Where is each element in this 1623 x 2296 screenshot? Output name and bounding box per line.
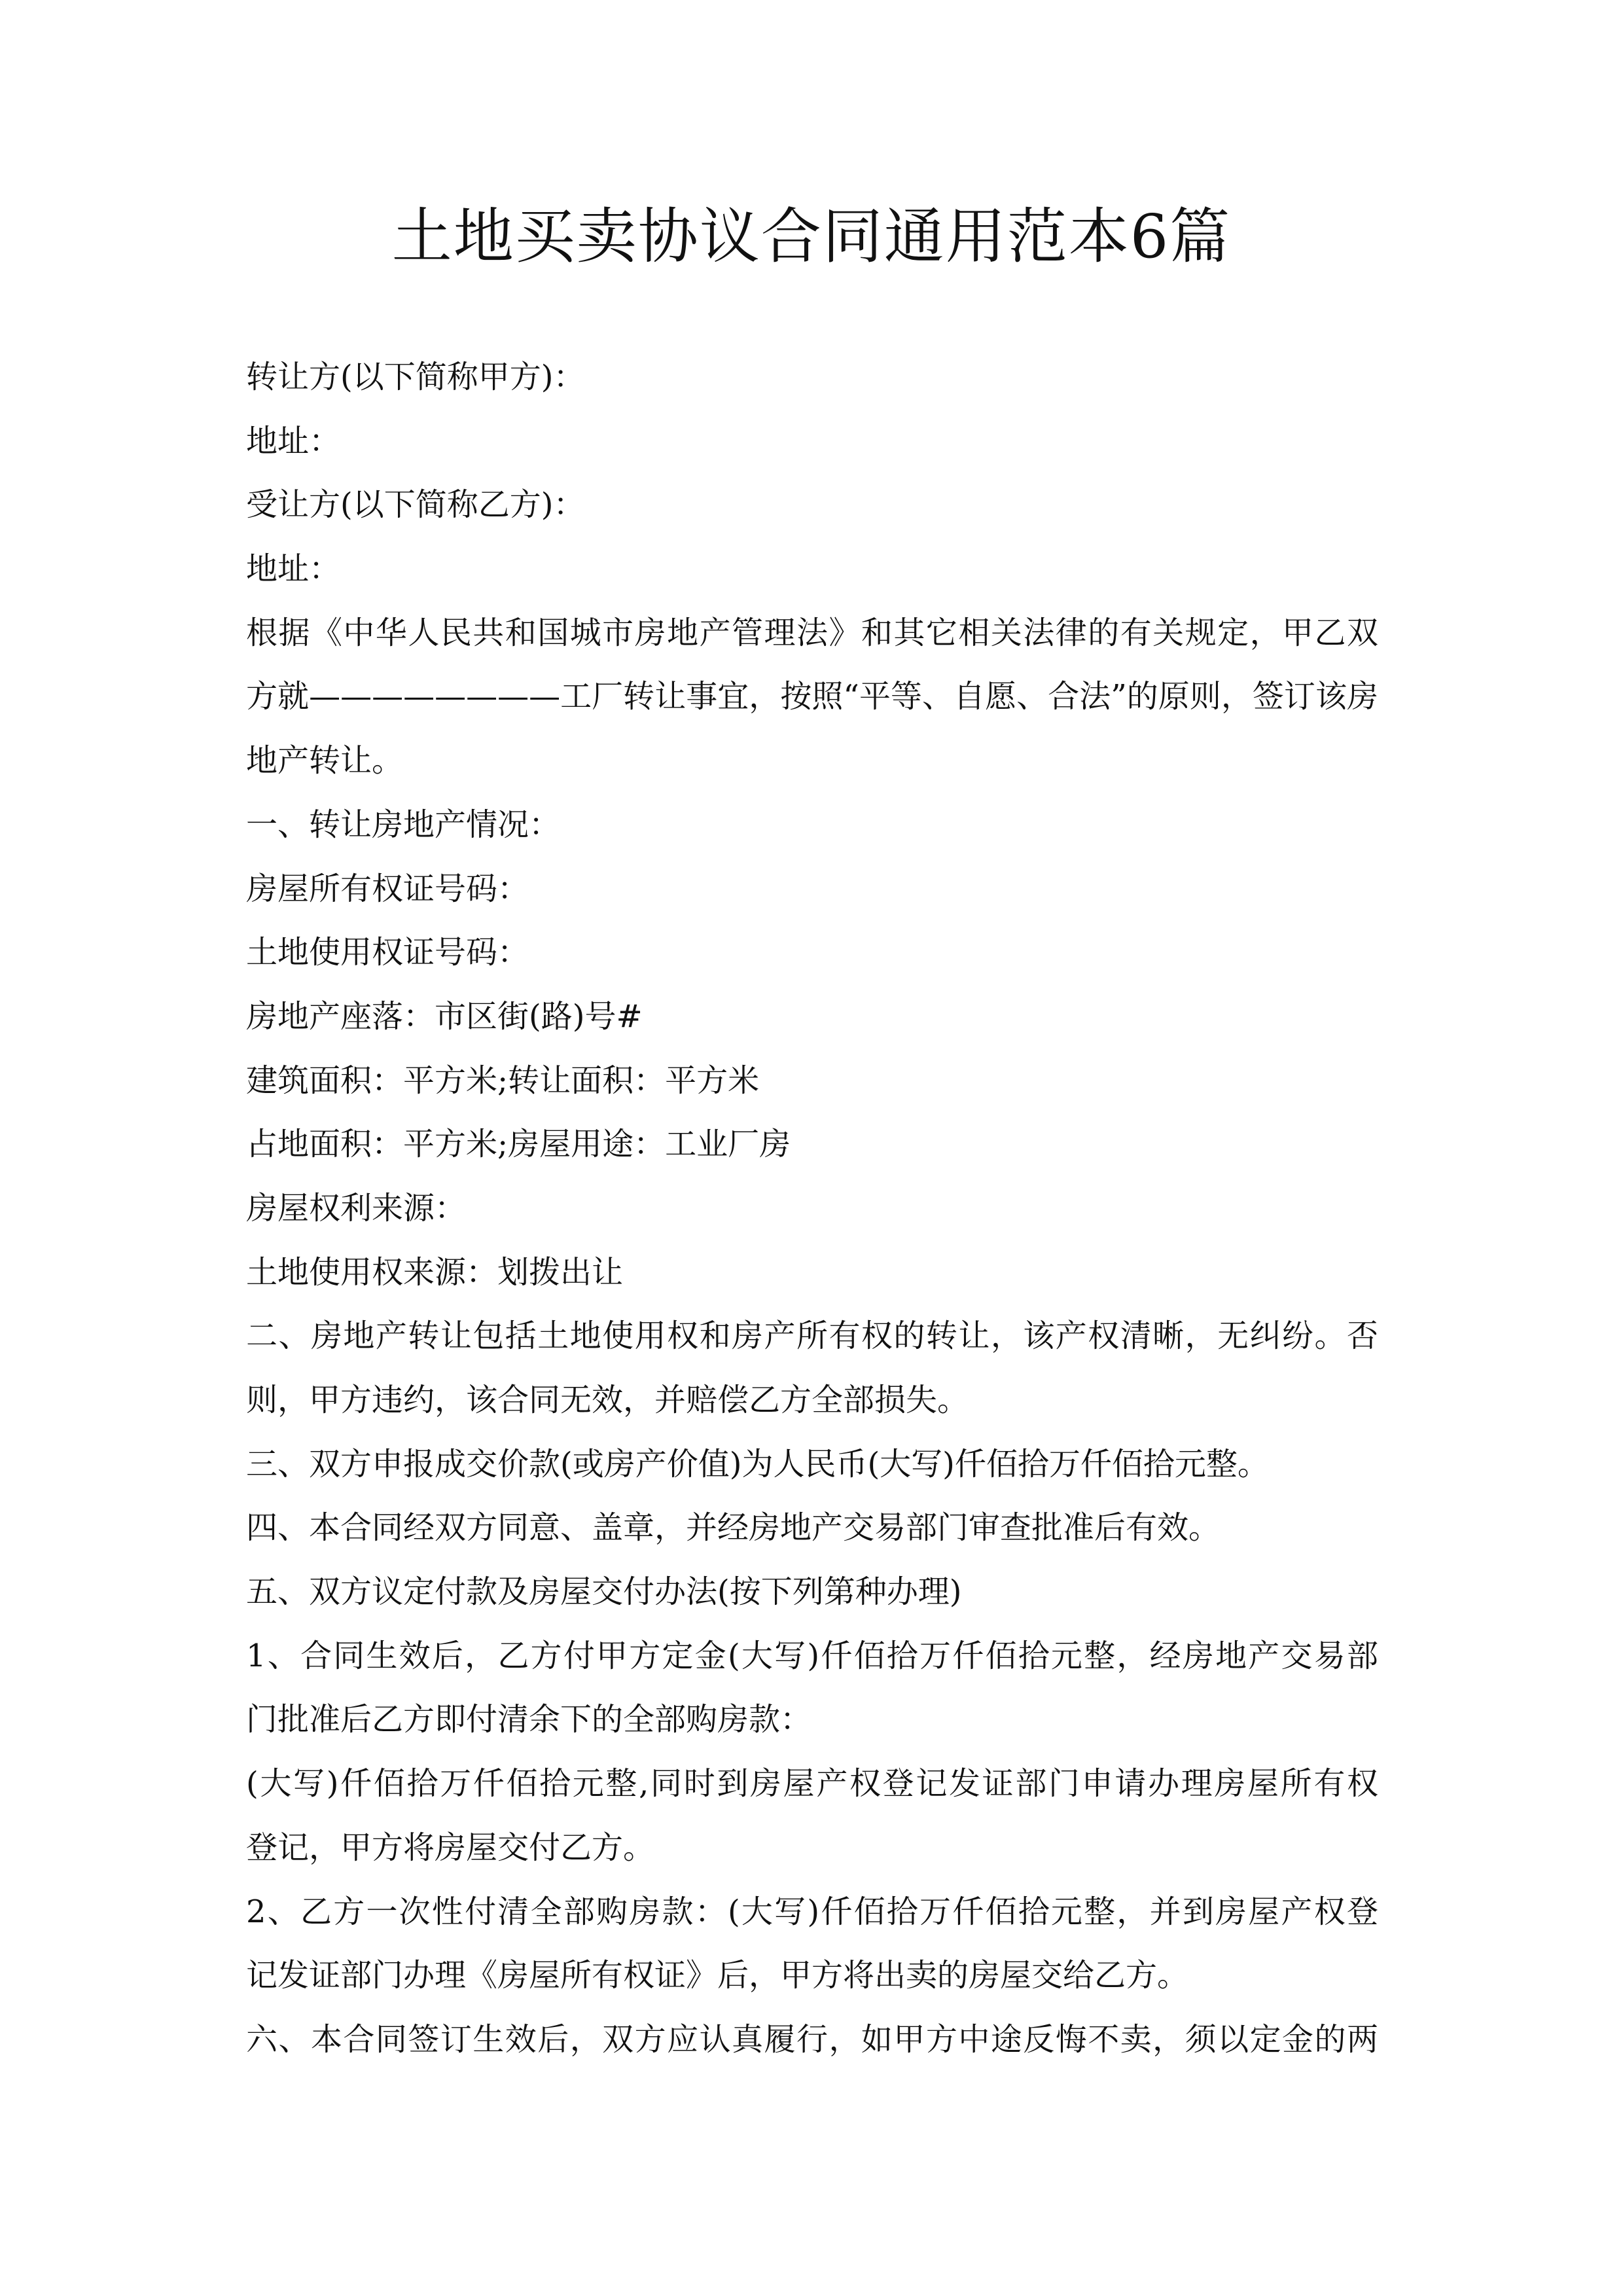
text-line: 登记，甲方将房屋交付乙方。 [246,1829,655,1866]
text-line: 1、合同生效后，乙方付甲方定金(大写)仟佰拾万仟佰拾元整，经房地产交易部 [246,1637,1378,1674]
text-line: 建筑面积：平方米;转让面积：平方米 [246,1062,760,1099]
text-line: 方就————————工厂转让事宜，按照“平等、自愿、合法”的原则，签订该房 [246,678,1378,715]
text-line: 六、本合同签订生效后，双方应认真履行，如甲方中途反悔不卖，须以定金的两 [246,2020,1378,2058]
text-line: (大写)仟佰拾万仟佰拾元整,同时到房屋产权登记发证部门申请办理房屋所有权 [246,1765,1378,1803]
text-line: 门批准后乙方即付清余下的全部购房款： [246,1701,812,1738]
document-title: 土地买卖协议合同通用范本6篇 [391,202,1232,272]
text-line: 记发证部门办理《房屋所有权证》后，甲方将出卖的房屋交给乙方。 [246,1957,1189,1994]
text-line: 二、房地产转让包括土地使用权和房产所有权的转让，该产权清晰，无纠纷。否 [246,1318,1378,1355]
text-line: 受让方(以下简称乙方)： [246,486,585,524]
text-line: 四、本合同经双方同意、盖章，并经房地产交易部门审查批准后有效。 [246,1509,1221,1547]
text-line: 则，甲方违约，该合同无效，并赔偿乙方全部损失。 [246,1382,969,1418]
text-line: 地址： [246,550,341,588]
document-body [246,346,1378,2072]
text-line: 土地使用权来源：划拨出让 [246,1253,624,1291]
text-line: 房屋所有权证号码： [246,870,529,907]
text-line: 房屋权利来源： [246,1189,467,1227]
text-line: 转让方(以下简称甲方)： [246,359,585,395]
text-line: 根据《中华人民共和国城市房地产管理法》和其它相关法律的有关规定，甲乙双 [246,614,1378,651]
text-line: 房地产座落：市区街(路)号# [246,997,643,1035]
text-line: 三、双方申报成交价款(或房产价值)为人民币(大写)仟佰拾万仟佰拾元整。 [246,1445,1269,1482]
text-line: 五、双方议定付款及房屋交付办法(按下列第种办理) [246,1573,962,1611]
text-line: 地产转让。 [246,742,404,780]
text-line: 土地使用权证号码： [246,934,529,971]
text-line: 一、转让房地产情况： [246,806,561,843]
text-line: 地址： [246,422,341,459]
text-line: 占地面积：平方米;房屋用途：工业厂房 [246,1126,791,1163]
text-line: 2、乙方一次性付清全部购房款：(大写)仟佰拾万仟佰拾元整，并到房屋产权登 [246,1893,1378,1930]
